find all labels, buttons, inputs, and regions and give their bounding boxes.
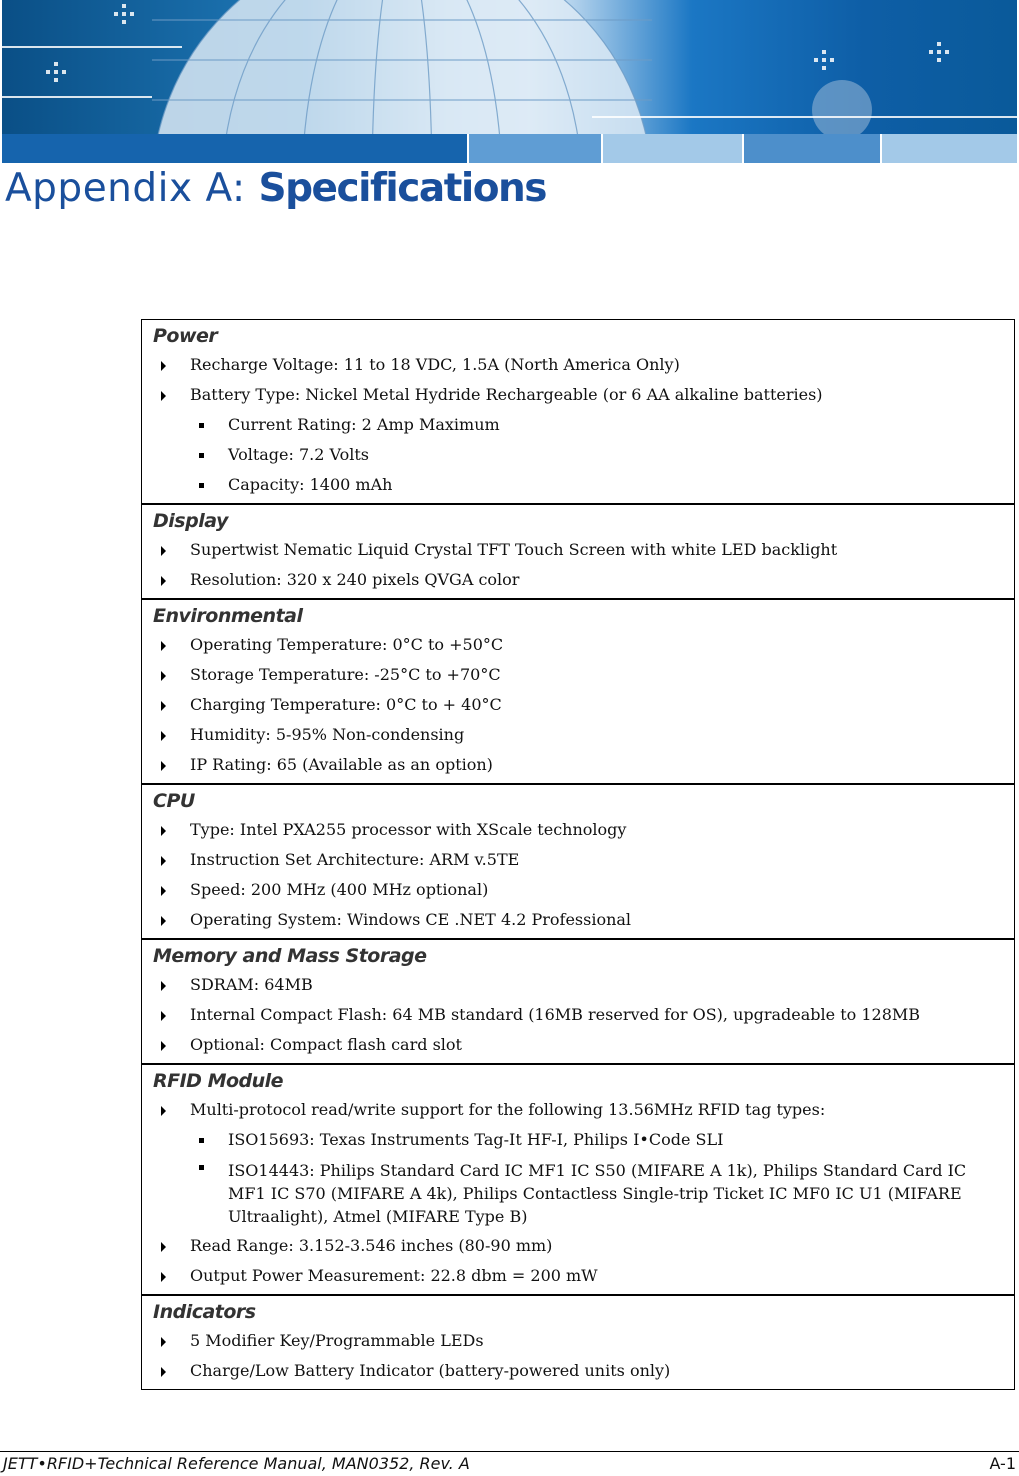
spec-item <box>153 1000 1014 1030</box>
spec-item-text: Instruction Set Architecture: ARM v.5TE <box>190 850 520 869</box>
spec-item <box>153 970 1014 1000</box>
spec-section-heading: Memory and Mass Storage <box>153 945 427 967</box>
triangle-bullet-icon <box>161 361 166 371</box>
spec-item <box>153 565 1014 595</box>
spec-item-text: Multi-protocol read/write support for the following 13.56MHz RFID tag types: <box>190 1100 826 1119</box>
spec-section <box>142 1063 1014 1294</box>
spec-item-text: 5 Modifier Key/Programmable LEDs <box>190 1331 484 1350</box>
spec-item-text: Humidity: 5-95% Non-condensing <box>190 725 465 744</box>
spec-subitem <box>153 1155 1014 1231</box>
triangle-bullet-icon <box>161 1106 166 1116</box>
spec-item <box>153 660 1014 690</box>
spec-item <box>153 815 1014 845</box>
spec-section <box>142 1294 1014 1389</box>
spec-item <box>153 750 1014 780</box>
spec-item <box>153 535 1014 565</box>
spec-item-text: Operating Temperature: 0°C to +50°C <box>190 635 504 654</box>
globe-network-icon <box>2 0 1017 134</box>
triangle-bullet-icon <box>161 1041 166 1051</box>
spec-subitem <box>153 470 1014 500</box>
spec-subitem <box>153 440 1014 470</box>
spec-item-text: Storage Temperature: -25°C to +70°C <box>190 665 501 684</box>
spec-subitem-text: ISO15693: Texas Instruments Tag-It HF-I, Philips I•Code SLI <box>228 1130 724 1149</box>
spec-item <box>153 845 1014 875</box>
triangle-bullet-icon <box>161 981 166 991</box>
spec-item-text: Charge/Low Battery Indicator (battery-powered units only) <box>190 1361 671 1380</box>
spec-item <box>153 1326 1014 1356</box>
spec-item <box>153 380 1014 410</box>
banner-bar-segment <box>882 134 1017 163</box>
triangle-bullet-icon <box>161 1272 166 1282</box>
spec-item-text: Type: Intel PXA255 processor with XScale technology <box>190 820 627 839</box>
triangle-bullet-icon <box>161 641 166 651</box>
square-bullet-icon <box>199 423 204 428</box>
spec-item <box>153 690 1014 720</box>
triangle-bullet-icon <box>161 761 166 771</box>
page-title-prefix: Appendix A: <box>5 166 246 211</box>
banner-bar-segment <box>2 134 467 163</box>
spec-section-heading: Indicators <box>153 1301 256 1323</box>
square-bullet-icon <box>199 453 204 458</box>
triangle-bullet-icon <box>161 701 166 711</box>
spec-section-heading: RFID Module <box>153 1070 284 1092</box>
spec-section-heading: Power <box>153 325 218 347</box>
banner-bar-segment <box>469 134 601 163</box>
spec-item-text: Supertwist Nematic Liquid Crystal TFT Touch Screen with white LED backlight <box>190 540 838 559</box>
spec-item-text: Output Power Measurement: 22.8 dbm = 200 mW <box>190 1266 598 1285</box>
specifications-table <box>141 319 1015 1390</box>
spec-section <box>142 320 1014 503</box>
triangle-bullet-icon <box>161 671 166 681</box>
banner-bar-segment <box>744 134 880 163</box>
spec-subitem-text: Voltage: 7.2 Volts <box>228 445 369 464</box>
spec-item <box>153 1095 1014 1125</box>
page-footer <box>0 1451 1019 1476</box>
spec-item <box>153 875 1014 905</box>
spec-item <box>153 630 1014 660</box>
spec-item-text: Speed: 200 MHz (400 MHz optional) <box>190 880 489 899</box>
spec-item-text: IP Rating: 65 (Available as an option) <box>190 755 493 774</box>
spec-item <box>153 1030 1014 1060</box>
spec-item <box>153 1261 1014 1291</box>
spec-item <box>153 905 1014 935</box>
header-banner-image <box>2 0 1017 134</box>
spec-section <box>142 503 1014 598</box>
triangle-bullet-icon <box>161 1367 166 1377</box>
spec-subitem <box>153 410 1014 440</box>
spec-subitem-text: Capacity: 1400 mAh <box>228 475 393 494</box>
square-bullet-icon <box>199 1138 204 1143</box>
page-title-main: Specifications <box>258 166 547 211</box>
spec-item-text: Resolution: 320 x 240 pixels QVGA color <box>190 570 520 589</box>
spec-item-text: SDRAM: 64MB <box>190 975 313 994</box>
spec-item-text: Read Range: 3.152-3.546 inches (80-90 mm) <box>190 1236 553 1255</box>
spec-item <box>153 350 1014 380</box>
page-title <box>5 166 546 211</box>
triangle-bullet-icon <box>161 731 166 741</box>
spec-item <box>153 1356 1014 1386</box>
spec-section <box>142 938 1014 1063</box>
spec-item-text: Charging Temperature: 0°C to + 40°C <box>190 695 502 714</box>
spec-subitem-text: ISO14443: Philips Standard Card IC MF1 IC S50 (MIFARE A 1k), Philips Standard Card IC MF1 IC S70 (MIFARE A 4k), Philips Contactless Single-trip Ticket IC MF0 IC U1 (MIFARE Ultraalight), Atmel (MIFARE Type B) <box>228 1161 967 1226</box>
spec-item-text: Internal Compact Flash: 64 MB standard (16MB reserved for OS), upgradeable to 128MB <box>190 1005 921 1024</box>
triangle-bullet-icon <box>161 916 166 926</box>
triangle-bullet-icon <box>161 576 166 586</box>
triangle-bullet-icon <box>161 826 166 836</box>
spec-item-text: Optional: Compact flash card slot <box>190 1035 462 1054</box>
spec-subitem <box>153 1125 1014 1155</box>
square-bullet-icon <box>199 1165 204 1170</box>
spec-section-heading: Environmental <box>153 605 303 627</box>
triangle-bullet-icon <box>161 391 166 401</box>
triangle-bullet-icon <box>161 1337 166 1347</box>
triangle-bullet-icon <box>161 1011 166 1021</box>
footer-manual-title: JETT•RFID+Technical Reference Manual, MAN0352, Rev. A <box>3 1454 470 1473</box>
triangle-bullet-icon <box>161 1242 166 1252</box>
spec-subitem-text: Current Rating: 2 Amp Maximum <box>228 415 500 434</box>
banner-bar-segment <box>603 134 742 163</box>
footer-page-number: A-1 <box>989 1454 1016 1473</box>
spec-item <box>153 1231 1014 1261</box>
spec-item <box>153 720 1014 750</box>
spec-section-heading: CPU <box>153 790 195 812</box>
spec-section <box>142 598 1014 783</box>
spec-section <box>142 783 1014 938</box>
spec-section-heading: Display <box>153 510 228 532</box>
spec-item-text: Operating System: Windows CE .NET 4.2 Professional <box>190 910 632 929</box>
triangle-bullet-icon <box>161 546 166 556</box>
triangle-bullet-icon <box>161 886 166 896</box>
triangle-bullet-icon <box>161 856 166 866</box>
square-bullet-icon <box>199 483 204 488</box>
spec-item-text: Battery Type: Nickel Metal Hydride Rechargeable (or 6 AA alkaline batteries) <box>190 385 823 404</box>
spec-item-text: Recharge Voltage: 11 to 18 VDC, 1.5A (North America Only) <box>190 355 680 374</box>
